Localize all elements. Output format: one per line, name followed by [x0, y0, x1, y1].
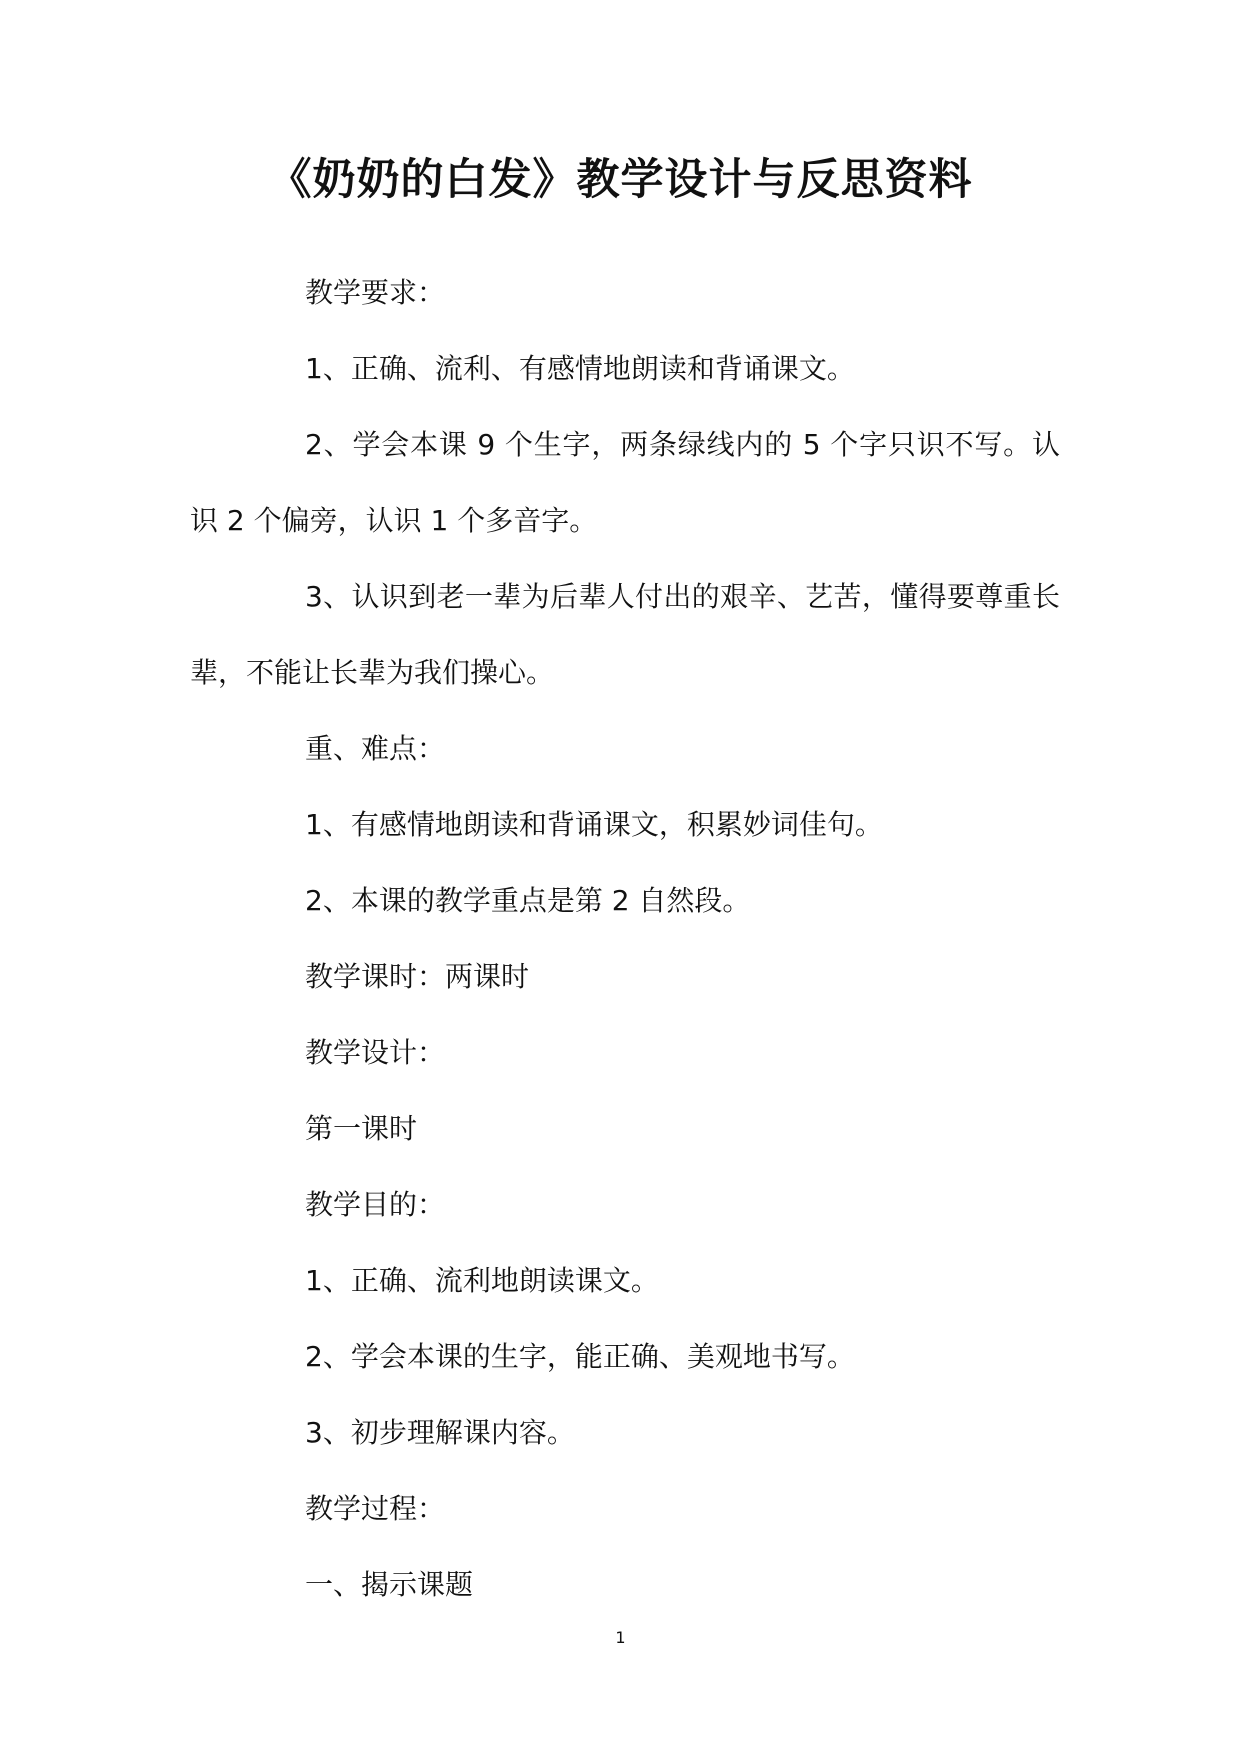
- paragraph: 重、难点：: [305, 732, 446, 765]
- paragraph: 2、学会本课的生字，能正确、美观地书写。: [305, 1340, 855, 1373]
- document-body: [190, 255, 1060, 1623]
- paragraph: 1、正确、流利、有感情地朗读和背诵课文。: [305, 352, 855, 385]
- paragraph: 教学设计：: [305, 1036, 446, 1069]
- paragraph: 1、正确、流利地朗读课文。: [305, 1264, 659, 1297]
- paragraph: 教学过程：: [305, 1492, 446, 1525]
- paragraph: 教学课时：两课时: [305, 960, 530, 993]
- paragraph: 2、本课的教学重点是第 2 自然段。: [305, 884, 751, 917]
- paragraph: 教学要求：: [305, 276, 446, 309]
- paragraph: 教学目的：: [305, 1188, 446, 1221]
- paragraph: 一、揭示课题: [305, 1568, 474, 1601]
- page-number: 1: [615, 1628, 626, 1647]
- paragraph: 3、认识到老一辈为后辈人付出的艰辛、艺苦，懂得要尊重长辈，不能让长辈为我们操心。: [190, 580, 1060, 689]
- paragraph: 第一课时: [305, 1112, 418, 1145]
- paragraph: 3、初步理解课内容。: [305, 1416, 575, 1449]
- paragraph: 2、学会本课 9 个生字，两条绿线内的 5 个字只识不写。认识 2 个偏旁，认识 1 个多音字。: [190, 428, 1060, 537]
- paragraph: 1、有感情地朗读和背诵课文，积累妙词佳句。: [305, 808, 883, 841]
- document-title: 《奶奶的白发》教学设计与反思资料: [268, 155, 973, 205]
